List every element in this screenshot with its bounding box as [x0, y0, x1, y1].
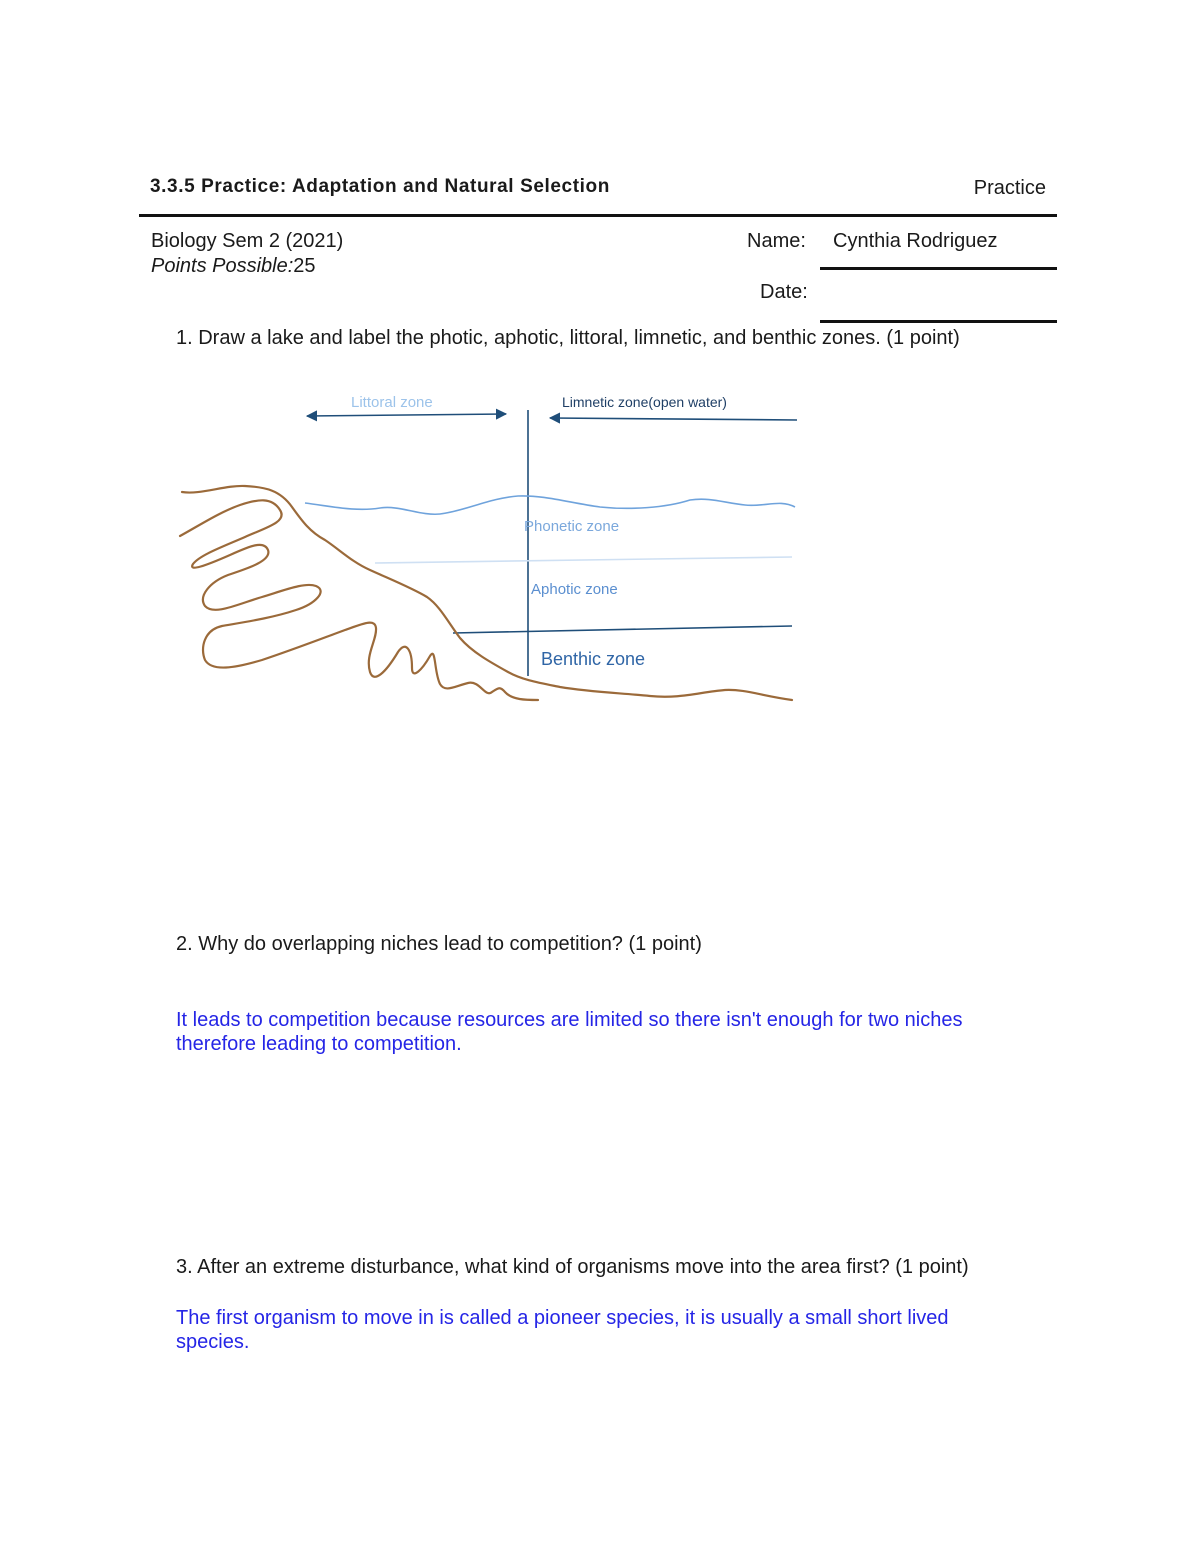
worksheet-title: 3.3.5 Practice: Adaptation and Natural Selection: [150, 176, 610, 197]
photic-zone-label: Phonetic zone: [524, 518, 620, 535]
question-2-answer-line-1[interactable]: It leads to competition because resources are limited so there isn't enough for two niches: [176, 1009, 963, 1031]
worksheet-type-label: Practice: [973, 177, 1046, 199]
points-value: 25: [293, 255, 316, 277]
water-surface: [305, 496, 795, 514]
benthic-zone-label: Benthic zone: [541, 649, 646, 669]
date-label: Date:: [760, 281, 808, 303]
question-2-answer-line-2[interactable]: therefore leading to competition.: [176, 1033, 462, 1055]
benthic-boundary: [453, 626, 792, 633]
question-3-answer-line-2[interactable]: species.: [176, 1331, 250, 1353]
question-3-text: 3. After an extreme disturbance, what kind of organisms move into the area first? (1 point): [176, 1256, 969, 1278]
limnetic-zone-label: Limnetic zone(open water): [562, 394, 727, 410]
aphotic-zone-label: Aphotic zone: [531, 581, 618, 598]
lake-diagram: [0, 0, 1200, 760]
question-2-text: 2. Why do overlapping niches lead to competition? (1 point): [176, 933, 702, 955]
limnetic-arrow: [550, 418, 797, 420]
littoral-zone-label: Littoral zone: [351, 394, 433, 411]
question-3-answer-line-1[interactable]: The first organism to move in is called a pioneer species, it is usually a small short lived: [176, 1307, 949, 1329]
points-label: Points Possible:: [151, 255, 294, 277]
name-label: Name:: [747, 230, 806, 252]
lake-shoreline: [180, 486, 792, 700]
question-1-text: 1. Draw a lake and label the photic, aphotic, littoral, limnetic, and benthic zones. (1 point): [176, 327, 960, 349]
name-field[interactable]: Cynthia Rodriguez: [833, 230, 998, 252]
littoral-arrow: [307, 414, 506, 416]
photic-aphotic-boundary: [375, 557, 792, 563]
course-name: Biology Sem 2 (2021): [151, 230, 344, 252]
